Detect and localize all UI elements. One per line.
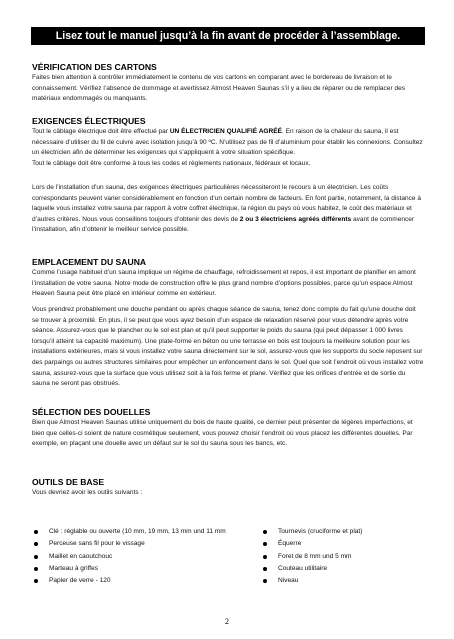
tool-item: Perceuse sans fil pour le vissage (32, 538, 252, 550)
electrique2-bold-devis: 2 ou 3 électriciens agréés différents (239, 215, 352, 223)
electrique2-text-a: Lors de l’installation d’un sauna, des exigences électriques particulières nécessiteront le recours à un électricien. Les coûts correspondants peuvent varier considérablement en fonction d’un certain nombre de facteurs. En font partie, notamment, la distance à laquelle vous installez votre sauna par rapport à votre coffret électrique, la région du pays où vous habitez, le coût des matériaux et d’autres critères. Nous vous conseillons toujours d’obtenir des devis de (32, 184, 422, 223)
bullet-icon (34, 555, 38, 559)
tools-column-left (32, 526, 252, 587)
bullet-icon (34, 579, 38, 583)
bullet-icon (263, 579, 267, 583)
electrique-text-c: . En raison de la chaleur du sauna, il est nécessaire d’utiliser du fil de cuivre avec isolation jusqu’à 90 ºC. N’utilisez pas de fil d’aluminium pour établir les connexions. Consultez un électricien afin de déterminer les exigences qui s’appliquent à votre situation spécifique. (32, 128, 423, 157)
paragraph-douelles: Bien que Almost Heaven Saunas utilise uniquement du bois de haute qualité, ce dernier peut présenter de légères imperfections, et bien que celles-ci soient de nature cosmétique seulement, vous pouvez choisir l’endroit où vous placez les différentes douelles. Par exemple, en plaçant une douelle avec un défaut sur le sol du sauna sous les bancs, etc. (32, 419, 413, 448)
bullet-icon (263, 567, 267, 571)
paragraph-cartons: Faites bien attention à contrôler immédiatement le contenu de vos cartons en comparant avec le bordereau de livraison et le connaissement. Vérifiez l’absence de dommage et avertissez Almost Heaven Saunas s’il y a lieu de réparer ou de remplacer des matériaux endommagés ou manquants. (32, 74, 406, 103)
tools-intro: Vous devriez avoir les outils suivants : (32, 489, 143, 496)
tool-item: Tournevis (cruciforme et plat) (261, 526, 421, 538)
bullet-icon (263, 555, 267, 559)
tool-item: Foret de 8 mm und 5 mm (261, 551, 421, 563)
paragraph-electrique-1 (32, 127, 424, 169)
bullet-icon (263, 530, 267, 534)
warning-banner: Lisez tout le manuel jusqu’à la fin avant de procéder à l’assemblage. (31, 27, 425, 45)
bullet-icon (34, 567, 38, 571)
paragraph-emplacement-2: Vous prendrez probablement une douche pendant ou après chaque séance de sauna, tenez donc compte du fait qu’une douche doit se trouver à proximité. En plus, il se peut que vous ayez besoin d’un espace de relaxation réservé pour vous détendre après votre séance. Assurez-vous que le plancher ou le sol est plan et qu’il peut supporter le poids du sauna (qui peut dépasser 1 000 livres lorsqu’il atteint sa capacité maximum). Une plate-forme en béton ou une terrasse en bois est toujours la meilleure solution pour les installations extérieures, mais si vous installez votre sauna directement sur le sol, assurez-vous que les supports du socle reposent sur des parpaings ou autres structures similaires pour empêcher un enfoncement dans le sol. Quel que soit l’endroit où vous installez votre sauna, assurez-vous que la surface que vous utilisez soit à la fois ferme et plane. Vérifiez que les orifices d’entrée et de sortie du sauna ne seront pas obstrués. (32, 306, 424, 388)
bullet-icon (263, 542, 267, 546)
tool-item: Clé : réglable ou ouverte (10 mm, 19 mm, 13 mm und 11 mm (32, 526, 252, 538)
paragraph-electrique-2 (32, 183, 424, 236)
electrique-bold-qualifie: UN ÉLECTRICIEN QUALIFIÉ AGRÉÉ (169, 128, 282, 135)
heading-verification-cartons: VÉRIFICATION DES CARTONS (32, 62, 157, 72)
heading-outils-de-base: OUTILS DE BASE (32, 477, 105, 487)
paragraph-emplacement-1: Comme l’usage habituel d’un sauna implique un régime de chauffage, refroidissement et repos, il est important de planifier en amont l’installation de votre sauna. Notre mode de construction offre le plus grand nombre d’options possibles, parce qu’un espace Almost Heaven Sauna peut être placé en intérieur comme en extérieur. (32, 269, 416, 298)
tool-item: Équerre (261, 538, 421, 550)
electrique-text-a: Tout le câblage électrique doit être effectué par (32, 128, 170, 135)
page-number: 2 (225, 617, 229, 626)
tool-item: Niveau (261, 575, 421, 587)
tool-item: Maillet en caoutchouc (32, 551, 252, 563)
tool-item: Marteau à griffes (32, 563, 252, 575)
bullet-icon (34, 530, 38, 534)
heading-emplacement-sauna: EMPLACEMENT DU SAUNA (32, 257, 147, 267)
heading-selection-douelles: SÉLECTION DES DOUELLES (32, 407, 151, 417)
heading-exigences-electriques: EXIGENCES ÉLECTRIQUES (32, 116, 146, 126)
electrique2-text-c: avant de commencer l’installation, afin d’obtenir le meilleur service possible. (32, 215, 415, 234)
tool-item: Couteau utilitaire (261, 563, 421, 575)
bullet-icon (34, 542, 38, 546)
tools-column-right (261, 526, 421, 587)
tool-item: Papier de verre - 120 (32, 575, 252, 587)
electrique-text-d: Tout le câblage doit être conforme à tous les codes et règlements nationaux, fédéraux et locaux. (32, 159, 311, 167)
